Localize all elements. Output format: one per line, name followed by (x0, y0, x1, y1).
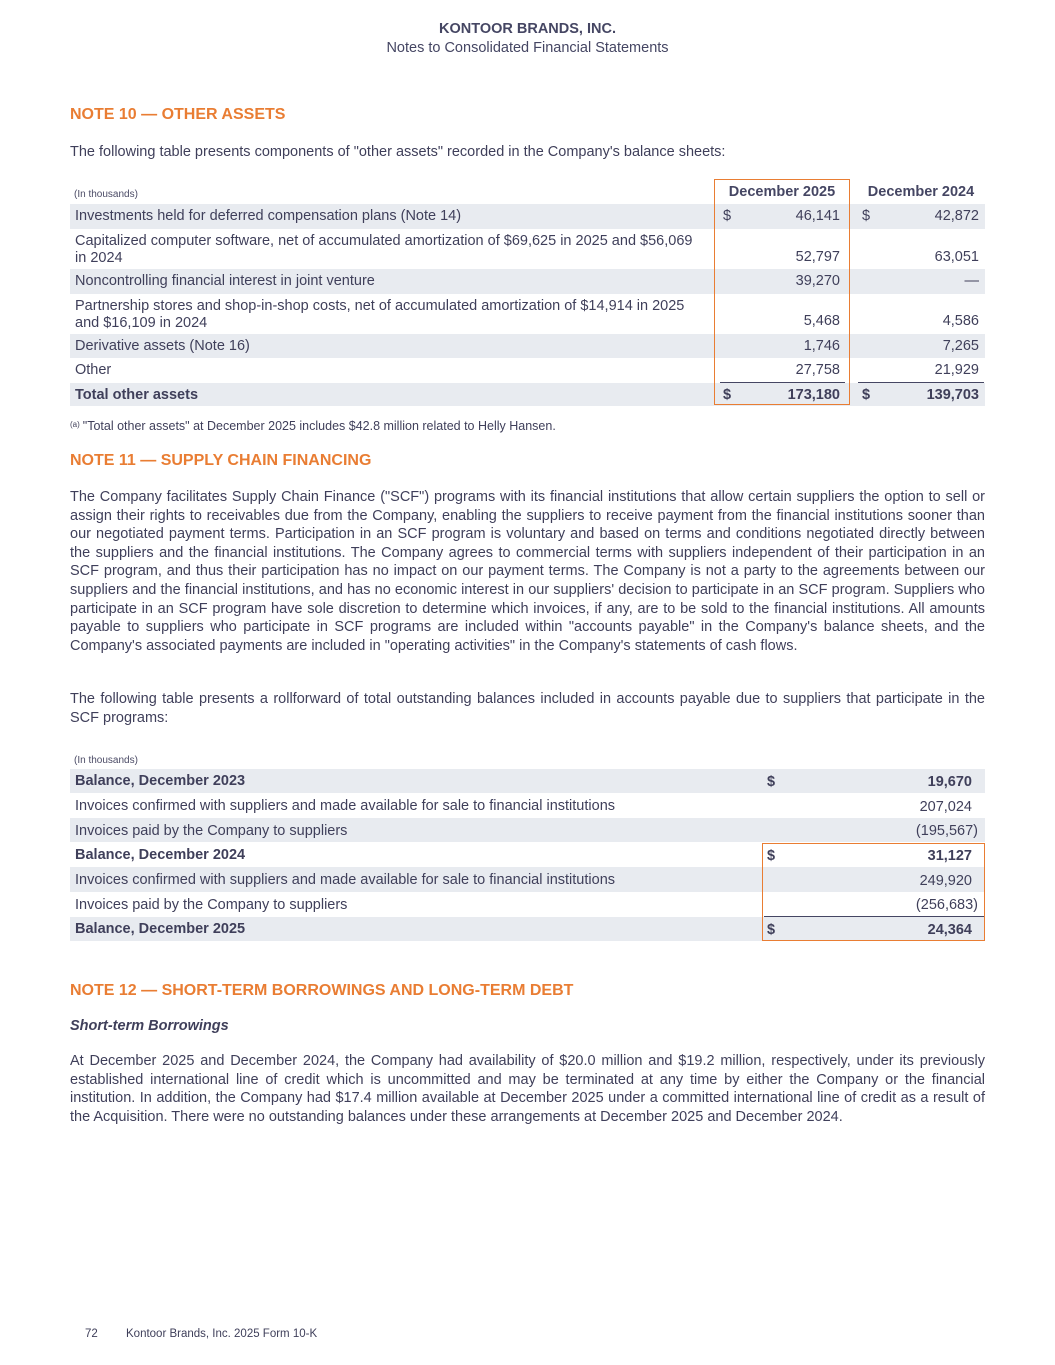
note10-intro: The following table presents components of "other assets" recorded in the Company's balance sheets: (70, 144, 726, 160)
row-value: 207,024 (919, 799, 972, 815)
note10-col-2024: December 2024 (857, 180, 985, 205)
row-value: 249,920 (919, 873, 972, 889)
row-label: Partnership stores and shop-in-shop costs, net of accumulated amortization of $14,914 in 2025 and $16,109 in 2024 (75, 298, 685, 331)
row-label: Invoices paid by the Company to suppliers (75, 897, 348, 913)
row-label: Balance, December 2023 (75, 773, 246, 789)
row-label: Balance, December 2025 (75, 921, 246, 937)
row-label: Capitalized computer software, net of accumulated amortization of $69,625 in 2025 and $56,069 in 2024 (75, 233, 693, 266)
note10-col-2025: December 2025 (728, 184, 836, 200)
note12-paragraph: At December 2025 and December 2024, the Company had availability of $20.0 million and $19.2 million, respectively, under its previously established international line of credit which is uncommitted and may be terminated at any time by either the Company or the financial institution. In addition, the Company had $17.4 million available at December 2025 under a committed international line of credit as a result of the Acquisition. There were no outstanding balances under these arrangements at December 2025 and December 2024. (70, 1053, 985, 1125)
row-label: Other (75, 362, 112, 378)
value-2024: 4,586 (942, 313, 979, 329)
currency-symbol: $ (723, 208, 732, 224)
note11-paragraph-1: The Company facilitates Supply Chain Finance ("SCF") programs with its financial institutions that allow certain suppliers the option to sell or assign their rights to receivables due from the Company, enabling the suppliers to receive payment from the financial institutions sooner than our negotiated payment terms. Participation in an SCF program is voluntary and based on terms and conditions negotiated directly between the suppliers and the financial institutions. The Company agrees to commercial terms with suppliers independent of their participation in an SCF program, and thus their participation has no impact on our payment terms. The Company is not a party to the agreements between our suppliers and the financial institutions, and has no economic interest in our suppliers' decision to participate in an SCF program. Suppliers who participate in an SCF program have sole discretion to determine which invoices, if any, are to be sold to the financial institutions. All amounts payable to suppliers who participate in SCF programs are included within "accounts payable" in the Company's balance sheets, and the Company's associated payments are included in "operating activities" in the Company's statements of cash flows. (70, 489, 985, 654)
note10-units: (In thousands) (74, 189, 138, 200)
footnote-marker: (a) (70, 420, 80, 429)
total-label: Total other assets (75, 387, 199, 403)
currency-symbol: $ (767, 848, 776, 864)
total-2024: 139,703 (926, 387, 979, 403)
row-label: Investments held for deferred compensation plans (Note 14) (75, 208, 462, 224)
value-2025: 39,270 (795, 273, 840, 289)
row-value: 24,364 (927, 922, 972, 938)
table-row (70, 769, 985, 793)
currency-symbol: $ (767, 774, 776, 790)
currency-symbol: $ (862, 387, 871, 403)
table-row (70, 818, 985, 842)
value-2024: 21,929 (934, 362, 979, 378)
value-2024: 63,051 (934, 249, 979, 265)
footer-text: Kontoor Brands, Inc. 2025 Form 10-K (126, 1328, 318, 1340)
note12-subheading: Short-term Borrowings (70, 1018, 229, 1034)
note11-paragraph-2: The following table presents a rollforward of total outstanding balances included in accounts payable due to suppliers that participate in the SCF programs: (70, 691, 985, 726)
note11-units: (In thousands) (74, 755, 138, 766)
value-2025: 5,468 (803, 313, 840, 329)
value-2024: 7,265 (942, 338, 979, 354)
value-2025: 46,141 (795, 208, 840, 224)
header-subtitle: Notes to Consolidated Financial Statements (386, 40, 669, 56)
value-2024: — (964, 273, 979, 289)
currency-symbol: $ (723, 387, 732, 403)
row-value: (256,683) (915, 897, 978, 913)
header-company: KONTOOR BRANDS, INC. (439, 21, 616, 37)
row-label: Invoices confirmed with suppliers and made available for sale to financial institutions (75, 798, 616, 814)
row-value: 31,127 (927, 848, 972, 864)
value-2025: 27,758 (795, 362, 840, 378)
value-2025: 1,746 (803, 338, 840, 354)
note11-title: NOTE 11 — SUPPLY CHAIN FINANCING (70, 452, 372, 469)
table-row (70, 793, 985, 818)
row-label: Invoices confirmed with suppliers and made available for sale to financial institutions (75, 872, 616, 888)
row-label: Invoices paid by the Company to suppliers (75, 823, 348, 839)
column-highlight-box (714, 179, 850, 405)
note10-title: NOTE 10 — OTHER ASSETS (70, 106, 286, 123)
note10-footnote (70, 419, 556, 433)
note12-title: NOTE 12 — SHORT-TERM BORROWINGS AND LONG-TERM DEBT (70, 982, 574, 999)
value-2025: 52,797 (795, 249, 840, 265)
row-label: Derivative assets (Note 16) (75, 338, 250, 354)
row-label: Noncontrolling financial interest in joint venture (75, 273, 375, 289)
row-value: (195,567) (915, 823, 978, 839)
currency-symbol: $ (862, 208, 871, 224)
page-number: 72 (85, 1328, 98, 1340)
total-2025: 173,180 (787, 387, 840, 403)
currency-symbol: $ (767, 922, 776, 938)
row-label: Balance, December 2024 (75, 847, 246, 863)
balance-highlight-box (762, 843, 985, 941)
value-2024: 42,872 (934, 208, 979, 224)
footnote-text: "Total other assets" at December 2025 includes $42.8 million related to Helly Hansen. (82, 419, 556, 433)
row-value: 19,670 (927, 774, 972, 790)
